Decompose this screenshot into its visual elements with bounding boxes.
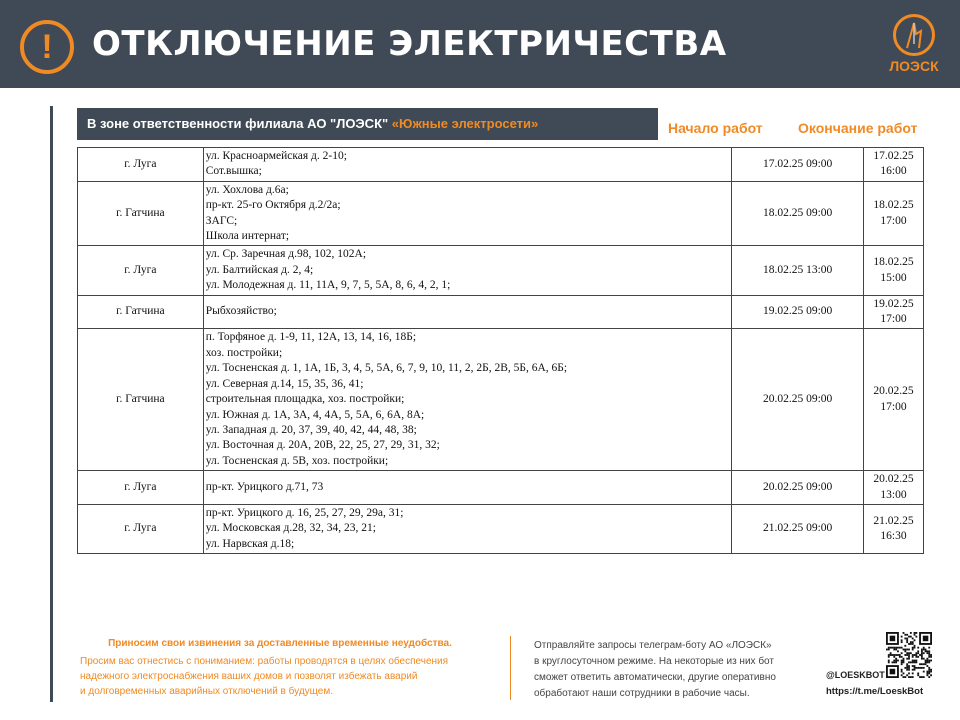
table-row xyxy=(78,329,924,471)
address-line: Сот.вышка; xyxy=(205,165,262,178)
address-line: ул. Южная д. 1А, 3А, 4, 4А, 5, 5А, 6, 6А, 8А; xyxy=(205,408,425,421)
address-line: пр-кт. 25-го Октября д.2/2а; xyxy=(205,199,341,212)
end-time-cell: 18.02.25 15:00 xyxy=(864,246,924,295)
address-cell xyxy=(203,181,732,246)
bot-info-text xyxy=(534,638,824,702)
address-cell xyxy=(203,246,732,295)
table-row xyxy=(78,295,924,329)
city-cell: г. Гатчина xyxy=(78,181,204,246)
address-line: ул. Ср. Заречная д.98, 102, 102А; xyxy=(205,248,367,261)
address-line: Школа интернат; xyxy=(205,230,290,243)
zone-branch: «Южные электросети» xyxy=(391,116,539,131)
end-time-cell: 17.02.25 16:00 xyxy=(864,148,924,182)
city-cell: г. Гатчина xyxy=(78,295,204,329)
end-time-cell: 19.02.25 17:00 xyxy=(864,295,924,329)
address-line: п. Торфяное д. 1-9, 11, 12А, 13, 14, 16, 18Б; xyxy=(205,331,417,344)
bot-info-line: в круглосуточном режиме. На некоторые из них бот xyxy=(534,656,774,667)
address-line: ЗАГС; xyxy=(205,214,238,227)
page-title: ОТКЛЮЧЕНИЕ ЭЛЕКТРИЧЕСТВА xyxy=(92,24,727,64)
left-accent-bar xyxy=(50,106,53,702)
end-time-cell: 18.02.25 17:00 xyxy=(864,181,924,246)
address-cell xyxy=(203,148,732,182)
bot-info-line: обработают наши сотрудники в рабочие часы. xyxy=(534,688,750,699)
end-time-cell: 20.02.25 13:00 xyxy=(864,471,924,505)
bot-info-line: сможет ответить автоматически, другие оперативно xyxy=(534,672,776,683)
address-line: хоз. постройки; xyxy=(205,346,283,359)
explanation-line: и долговременных аварийных отключений в будущем. xyxy=(80,686,333,697)
city-cell: г. Гатчина xyxy=(78,329,204,471)
address-line: Рыбхозяйство; xyxy=(205,305,277,318)
address-cell xyxy=(203,471,732,505)
header-bar xyxy=(0,0,960,88)
start-time-cell: 20.02.25 09:00 xyxy=(732,471,864,505)
lightning-icon xyxy=(893,14,935,56)
telegram-bot-link[interactable]: https://t.me/LoeskBot xyxy=(826,686,924,697)
table-row xyxy=(78,148,924,182)
address-line: ул. Восточная д. 20А, 20В, 22, 25, 27, 29, 31, 32; xyxy=(205,439,440,452)
address-line: пр-кт. Урицкого д.71, 73 xyxy=(205,480,324,493)
bot-info-line: Отправляйте запросы телеграм-боту АО «ЛОЭСК» xyxy=(534,640,772,651)
start-time-cell: 18.02.25 09:00 xyxy=(732,181,864,246)
start-time-cell: 17.02.25 09:00 xyxy=(732,148,864,182)
table-row xyxy=(78,471,924,505)
address-line: ул. Московская д.28, 32, 34, 23, 21; xyxy=(205,522,376,535)
city-cell: г. Луга xyxy=(78,246,204,295)
city-cell: г. Луга xyxy=(78,148,204,182)
logo-text: ЛОЭСК xyxy=(889,58,939,74)
telegram-handle: @LOESKBOT xyxy=(826,670,885,680)
loesk-logo xyxy=(884,14,944,78)
address-line: ул. Балтийская д. 2, 4; xyxy=(205,263,314,276)
start-time-cell: 19.02.25 09:00 xyxy=(732,295,864,329)
address-line: ул. Хохлова д.6а; xyxy=(205,183,289,196)
end-time-cell: 20.02.25 17:00 xyxy=(864,329,924,471)
address-line: ул. Северная д.14, 15, 35, 36, 41; xyxy=(205,377,364,390)
city-cell: г. Луга xyxy=(78,504,204,553)
footer-divider xyxy=(510,636,511,700)
start-time-cell: 20.02.25 09:00 xyxy=(732,329,864,471)
end-column-header: Окончание работ xyxy=(798,120,918,136)
explanation-line: Просим вас отнестись с пониманием: работы проводятся в целях обеспечения xyxy=(80,656,449,667)
address-line: пр-кт. Урицкого д. 16, 25, 27, 29, 29а, 31; xyxy=(205,506,404,519)
zone-prefix: В зоне ответственности филиала АО "ЛОЭСК" xyxy=(87,116,389,131)
address-cell xyxy=(203,329,732,471)
apology-text: Приносим свои извинения за доставленные временные неудобства. xyxy=(108,638,452,649)
table-row xyxy=(78,181,924,246)
address-line: ул. Западная д. 20, 37, 39, 40, 42, 44, 48, 38; xyxy=(205,423,417,436)
start-time-cell: 21.02.25 09:00 xyxy=(732,504,864,553)
qr-code-icon[interactable] xyxy=(886,632,932,678)
table-row xyxy=(78,504,924,553)
address-line: ул. Тосненская д. 5В, хоз. постройки; xyxy=(205,454,389,467)
explanation-line: надежного электроснабжения ваших домов и позволят избежать аварий xyxy=(80,671,418,682)
address-line: ул. Красноармейская д. 2-10; xyxy=(205,150,347,162)
table-row xyxy=(78,246,924,295)
end-time-cell: 21.02.25 16:30 xyxy=(864,504,924,553)
address-cell xyxy=(203,504,732,553)
start-time-cell: 18.02.25 13:00 xyxy=(732,246,864,295)
city-cell: г. Луга xyxy=(78,471,204,505)
start-column-header: Начало работ xyxy=(668,120,763,136)
address-line: ул. Молодежная д. 11, 11А, 9, 7, 5, 5А, 8, 6, 4, 2, 1; xyxy=(205,279,451,292)
address-cell xyxy=(203,295,732,329)
address-line: ул. Тосненская д. 1, 1А, 1Б, 3, 4, 5, 5А, 6, 7, 9, 10, 11, 2, 2Б, 2В, 5Б, 6А, 6Б; xyxy=(205,362,568,375)
zone-banner xyxy=(77,108,658,140)
outage-table-body xyxy=(78,148,924,554)
outage-table xyxy=(77,147,924,554)
exclamation-circle-icon: ! xyxy=(20,20,74,74)
explanation-text xyxy=(80,654,492,699)
address-line: строительная площадка, хоз. постройки; xyxy=(205,393,405,406)
address-line: ул. Нарвская д.18; xyxy=(205,537,295,550)
